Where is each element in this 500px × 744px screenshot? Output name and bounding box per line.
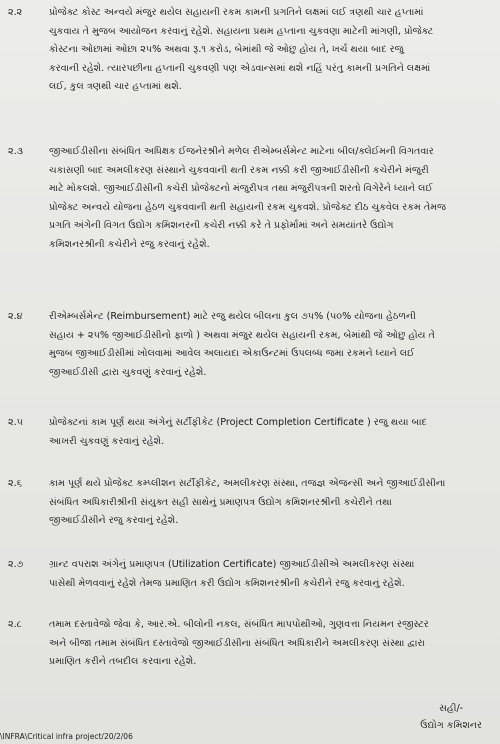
section-line: આખરી ચુકવણું કરવાનું રહેશે.: [49, 435, 165, 447]
section-line: તમામ દસ્તાવેજો જેવા કે, આર.એ. બીલોની નકલ, સંબંધિત માપપોથીઓ, ગુણવત્તા નિયમન રજીસ્ટર: [49, 619, 429, 630]
section-2-4: [8, 308, 492, 382]
section-number: ૨.૩: [8, 146, 24, 157]
section-2-3: [8, 143, 492, 255]
section-line: કામ પૂર્ણ થયે પ્રોજેક્ટ કમ્પ્લીશન સર્ટીફીકેટ, અમલીકરણ સંસ્થા, તજજ્ઞ એજન્સી અને જીઆઈડીસીના: [49, 478, 446, 489]
section-line: કરવાની રહેશે. ત્યારપછીના હપ્તાની ચુકવણી પણ એડવાન્સમાં થશે નહિં પરંતુ કામની પ્રગતિને લક્ષમાં: [49, 62, 431, 74]
section-line: સહાય + ૨૫% જીઆઈડીસીનો ફાળો ) અથવા મંજુર થયેલ સહાયની રકમ, બેમાંથી જે ઓછુ હોય તે: [49, 329, 435, 341]
section-2-6: [8, 475, 492, 531]
section-number: ૨.૮: [8, 619, 22, 630]
section-line: અને બીજા તમામ સંબંધિત દસ્તાવેજો જીઆઈડીસીના સંબંધિત અધિકારીને અમલીકરણ સંસ્થા દ્વારા: [49, 637, 425, 649]
section-line: પ્રોજેક્ટનાં કામ પૂર્ણ થયા અંગેનું સર્ટીફીકેટ (Project Completion Certificate ) રજુ થયા બાદ: [49, 417, 427, 428]
file-path-footer: \INFRA\Critical infra project/20/2/06: [0, 732, 133, 741]
signature-block: [420, 700, 482, 734]
section-line: પ્રમાણિત કરીને તબદીલ કરવાના રહેશે.: [49, 656, 197, 668]
section-line: જીઆઈડીસીના સંબંધિત અધિક્ષક ઈજનેરશ્રીને મળેલ રીએમ્બર્સમેન્ટ માટેના બીલ/ક્લેઈમની વિગતવાર: [49, 146, 434, 157]
section-2-8: [8, 616, 492, 672]
section-2-7: [8, 556, 492, 593]
section-line: કમિશનરશ્રીની કચેરીને રજુ કરવાનું રહેશે.: [49, 238, 210, 250]
section-number: ૨.૫: [8, 417, 23, 428]
section-number: ૨.૪: [8, 311, 23, 322]
section-2-2: [8, 4, 492, 97]
section-number: ૨.૬: [8, 478, 23, 489]
section-line: કોસ્ટના ઓછામાં ઓછા ૨૫% અથવા રૂ.૧ કરોડ, બેમાંથી જે ઓછુ હોય તે, ખર્ચ થયા બાદ રજુ: [49, 44, 404, 56]
section-line: ચકાસણી બાદ અમલીકરણ સંસ્થાને ચુકવવાની થતી રકમ નક્કી કરી જીઆઈડીસીની કચેરીને મંજુરી: [49, 164, 429, 176]
section-line: પ્રોજેક્ટ અન્વયે યોજના હેઠળ ચુકવવાની થતી સહાયની રકમ ચુકવશે. પ્રોજેક્ટ દીઠ ચુકવેલ રકમ તેમજ: [49, 201, 447, 213]
section-line: લઈ, કુલ ત્રણથી ચાર હપ્તામાં થશે.: [49, 81, 182, 93]
section-line: પાસેથી મેળવવાનું રહેશે તેમજ પ્રમાણિત કરી ઉદ્યોગ કમિશનરશ્રીની કચેરીને રજુ કરવાનું રહેશે.: [49, 577, 405, 589]
section-line: ગ્રાન્ટ વપરાશ અંગેનું પ્રમાણપત્ર (Utilization Certificate) જીઆઈડીસીએ અમલીકરણ સંસ્થા: [49, 559, 415, 570]
section-line: પ્રોજેક્ટ કોસ્ટ અન્વયે મંજુર થયેલ સહાયની રકમ કામની પ્રગતિને લક્ષમાં લઈ ત્રણથી ચાર હપ્તામાં: [49, 7, 424, 18]
section-line: જીઆઈડીસીને રજુ કરવાનું રહેશે.: [49, 515, 179, 527]
section-number: ૨.૭: [8, 559, 24, 570]
section-line: જીઆઈડીસી દ્વારા ચુકવણું કરવાનું રહેશે.: [49, 366, 207, 378]
section-line: પ્રગતિ અંગેની વિગત ઉદ્યોગ કમિશનરની કચેરી નક્કી કરે તે પ્રફોર્મામાં અને સમયાંતરે ઉદ્યોગ: [49, 220, 394, 232]
signatory-title: ઉદ્યોગ કમિશનર: [420, 720, 482, 731]
section-line: સંબંધિત અધિકારીશ્રીની સંયુક્ત સહી સાથેનું પ્રમાણપત્ર ઉદ્યોગ કમિશનરશ્રીની કચેરીને તથા: [49, 496, 392, 508]
section-line: ચુકવાય તે મુજબ આયોજન કરવાનું રહેશે. સહાયના પ્રથમ હપ્તાના ચુકવણા માટેની માંગણી, પ્રોજેક્ટ: [49, 25, 434, 37]
section-line: રીએમ્બર્સમેન્ટ (Reimbursement) માટે રજુ થયેલ બીલના કુલ ૭૫% (૫૦% યોજના હેઠળની: [49, 311, 416, 322]
section-line: માટે મોકલશે. જીઆઈડીસીની કચેરી પ્રોજેક્ટનો મંજુરીપત્ર તથા મંજુરીપત્રની શરતો વિગેરેને ધ્યાને લઈ: [49, 183, 433, 195]
section-number: ૨.૨: [8, 7, 23, 18]
section-line: મુજબ જીઆઈડીસીમાં ખોલવામાં આવેલ અલાયદા એકાઉન્ટમાં ઉપલબ્ધ જમા રકમને ધ્યાને લઈ: [49, 348, 415, 360]
section-2-5: [8, 414, 492, 451]
signature-mark: સહી/-: [439, 703, 464, 714]
